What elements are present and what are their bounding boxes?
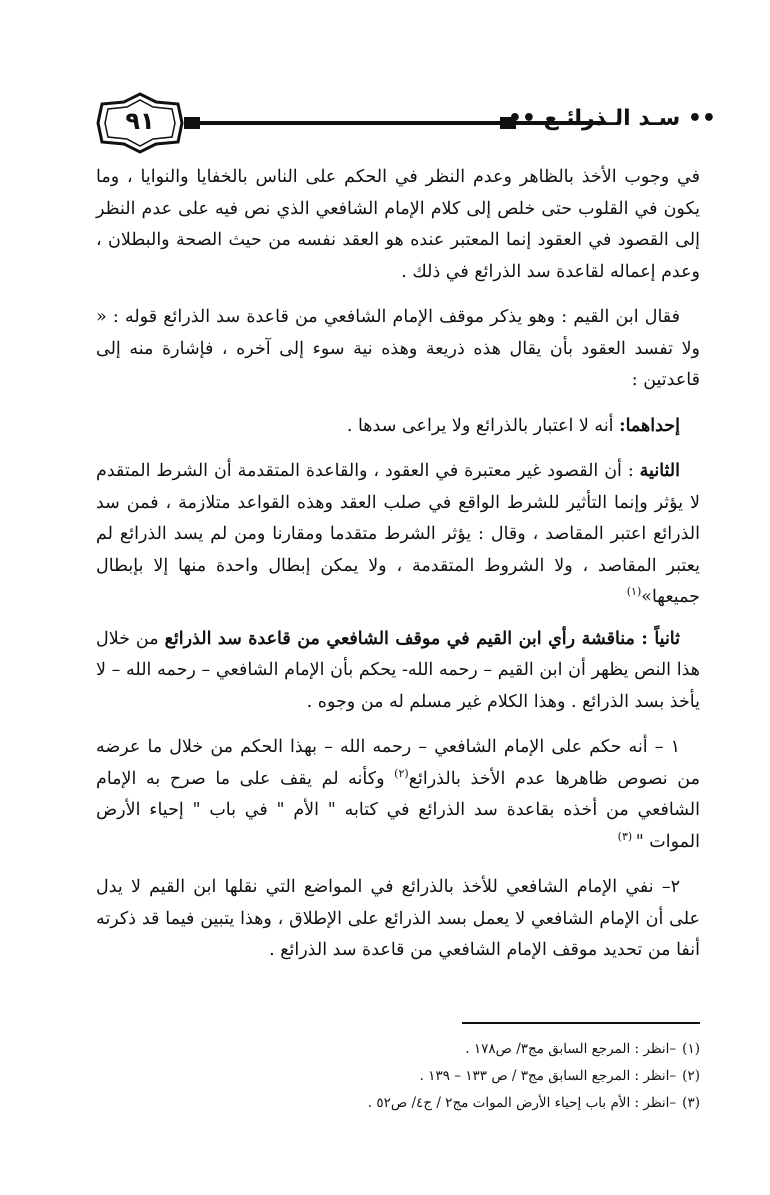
footnote-divider [462,1022,700,1024]
page-number: ٩١ [125,107,155,135]
footnote-number: (٢) [682,1068,700,1084]
body-text [96,162,700,981]
section-text: من خلال هذا النص يظهر أن ابن القيم – رحمه الله- يحكم بأن الإمام الشافعي – رحمه الله – لا يأخذ بسد الذرائع . وهذا الكلام غير مسلم له من وجوه . [96,628,700,712]
second-rule-text: : أن القصود غير معتبرة في العقود ، والقاعدة المتقدمة أن الشرط المتقدم لا يؤثر وإنما التأثير للشرط الواقع في صلب العقد وهذه القواعد متلازمة ، فمن سد الذرائع اعتبر المقاصد ، وقال : يؤثر الشرط متقدما ومقارنا ومن لم يسد الذرائع لم يعتبر المقاصد ، ولا الشروط المتقدمة ، ولا يمكن إبطال واحدة منها إلا بإبطال جميعها» [96,461,700,607]
section-heading: ثانياً : مناقشة رأي ابن القيم في موقف الشافعي من قاعدة سد الذرائع [164,628,681,649]
footnote-3 [100,1090,700,1117]
paragraph-6 [96,732,700,858]
footnote-ref-2[interactable]: (٢) [394,766,409,780]
point-1-text-b: وكأنه لم يقف على ما صرح به الإمام الشافعي من أخذه بقاعدة سد الذرائع في كتابه " الأم " في باب " إحياء الأرض الموات " [96,768,700,852]
paragraph-5 [96,624,700,719]
page-number-badge [96,92,184,154]
footnote-text: –انظر : الأم باب إحياء الأرض الموات مج٢ / ج٤/ ص٥٢ . [367,1095,677,1111]
footnotes [100,1036,700,1117]
footnote-1 [100,1036,700,1063]
footnote-2 [100,1063,700,1090]
footnote-number: (١) [682,1041,700,1057]
second-rule-label: الثانية [639,461,680,481]
page-header [96,92,716,154]
footnote-ref-1[interactable]: (١) [626,585,642,599]
first-rule-text: أنه لا اعتبار بالذرائع ولا يراعى سدها . [346,415,620,436]
footnote-ref-3[interactable]: (٣) [617,829,636,843]
paragraph-4 [96,456,700,614]
paragraph-7: ٢– نفي الإمام الشافعي للأخذ بالذرائع في المواضع التي نقلها ابن القيم لا يدل على أن الإمام الشافعي لا يعمل بسد الذرائع على الإطلاق ، وهذا يتبين فيما قد ذكرته أنفا من تحديد موقف الإمام الشافعي من قاعدة سد الذرائع . [96,877,700,960]
paragraph-1: في وجوب الأخذ بالظاهر وعدم النظر في الحكم على الناس بالخفايا والنوايا ، وما يكون في القلوب حتى خلص إلى كلام الإمام الشافعي الذي نص فيه على عدم النظر إلى القصود في العقود إنما المعتبر عنده هو العقد نفسه من حيث الصحة والبطلان ، وعدم إعماله لقاعدة سد الذرائع في ذلك . [96,167,700,282]
footnote-number: (٣) [682,1095,700,1111]
point-1-text-a: ١ – أنه حكم على الإمام الشافعي – رحمه الله – بهذا الحكم من خلال ما عرضه من نصوص ظاهرها عدم الأخذ بالذرائع [96,737,700,789]
paragraph-2: فقال ابن القيم : وهو يذكر موقف الإمام الشافعي من قاعدة سد الذرائع قوله : « ولا تفسد العقود بأن يقال هذه ذريعة وهذه نية سوء إلى آخره ، فإشارة منه إلى قاعدتين : [96,307,700,390]
footnote-text: –انظر : المرجع السابق مج٣/ ص١٧٨ . [465,1041,677,1057]
paragraph-3 [96,411,700,443]
running-header-title: •• سـد الـذرائـع •• [507,106,716,131]
first-rule-label: إحداهما: [619,415,680,436]
footnote-text: –انظر : المرجع السابق مج٣ / ص ١٣٣ – ١٣٩ . [419,1068,677,1084]
